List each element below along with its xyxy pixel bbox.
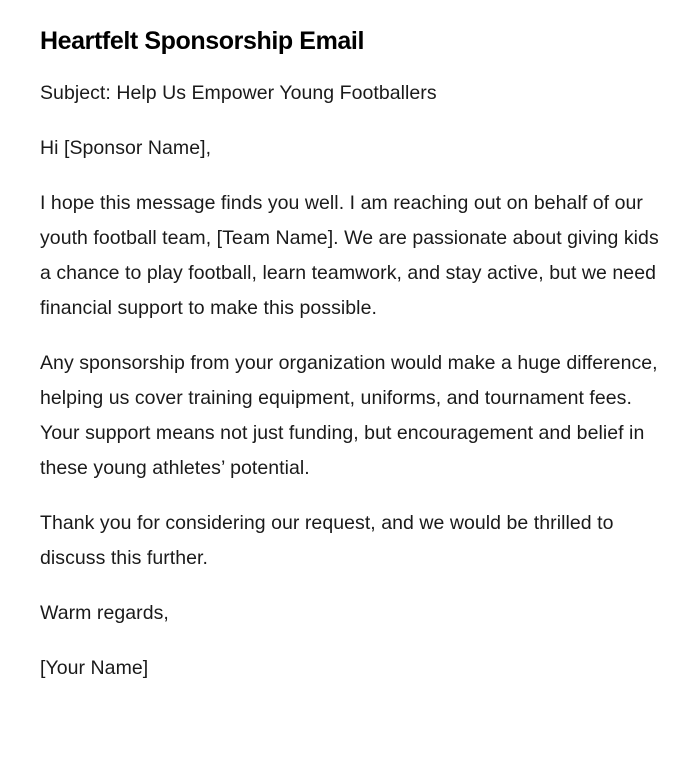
document-title: Heartfelt Sponsorship Email bbox=[40, 27, 364, 55]
email-body-paragraph-2: Any sponsorship from your organization would make a huge difference, helping us cover training equipment, uniforms, and tournament fees. Your support means not just funding, but encouragement and belief in these young athletes’ potential. bbox=[40, 352, 658, 479]
email-subject: Subject: Help Us Empower Young Footballers bbox=[40, 82, 437, 104]
email-body-paragraph-1: I hope this message finds you well. I am reaching out on behalf of our youth football team, [Team Name]. We are passionate about giving kids a chance to play football, learn teamwork, and stay active, but we need financial support to make this possible. bbox=[40, 192, 659, 319]
email-body-paragraph-3: Thank you for considering our request, and we would be thrilled to discuss this further. bbox=[40, 512, 614, 569]
email-signature: [Your Name] bbox=[40, 657, 149, 679]
email-greeting: Hi [Sponsor Name], bbox=[40, 137, 212, 159]
email-closing: Warm regards, bbox=[40, 602, 169, 624]
